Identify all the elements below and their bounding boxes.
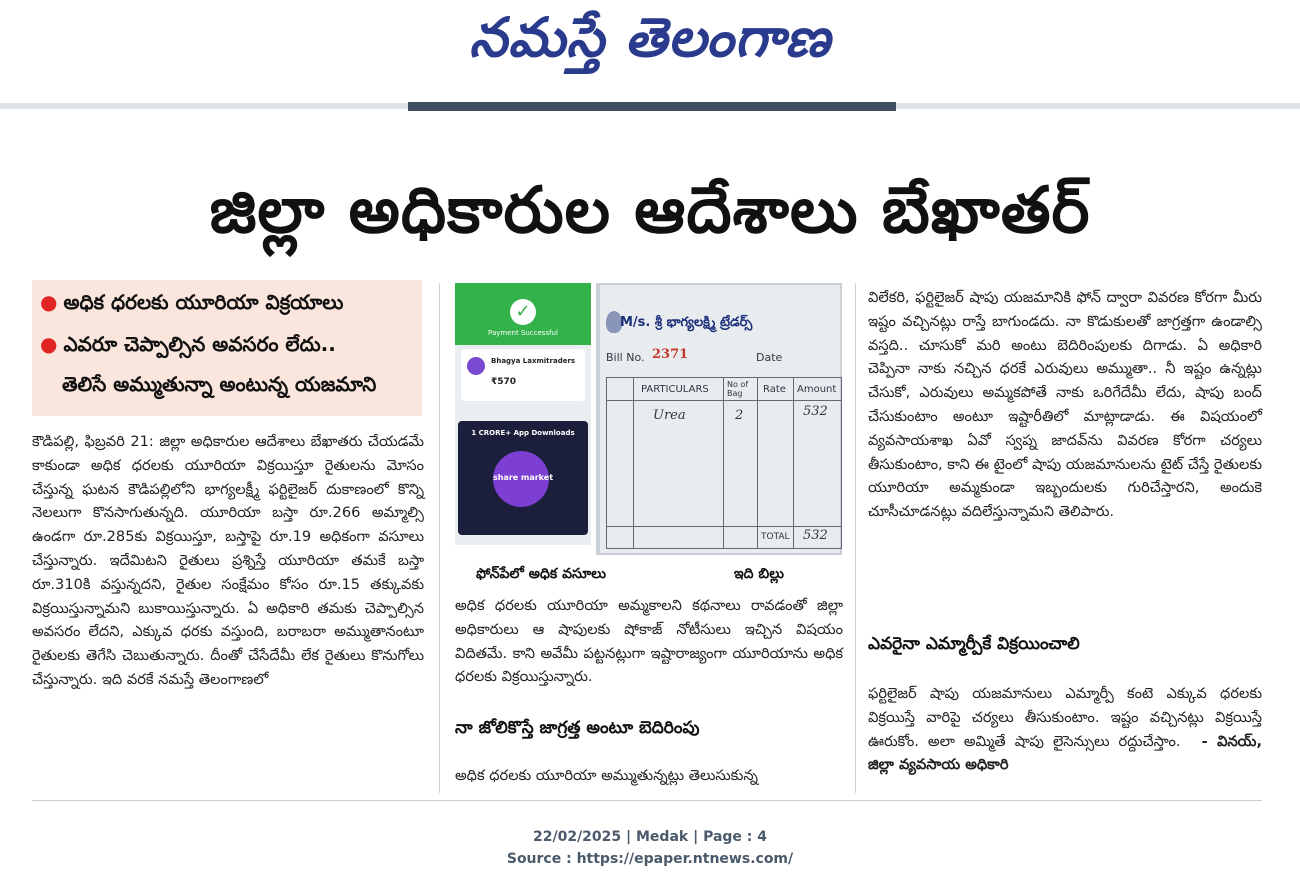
check-icon: ✓ xyxy=(510,299,536,325)
merchant-name: Bhagya Laxmitraders xyxy=(491,357,576,365)
merchant-card xyxy=(461,349,585,401)
avatar xyxy=(467,357,485,375)
subheading-threat: నా జోలికొస్తే జాగ్రత్త అంటూ బెదిరింపు xyxy=(455,718,700,738)
column3-paragraph-2: ఫర్టిలైజర్ షాపు యజమానులు ఎమ్మార్పీ కంటె ఎక్కువ ధరలకు విక్రయిస్తే వారిపై చర్యలు తీసుకుంటాం. ఇష్టం వచ్చినట్లు విక్రయిస్తే ఊరుకోం. అలా అమ్మితే షాపు లైసెన్సులు రద్దుచేస్తాం. - వినయ్, జిల్లా వ్యవసాయ అధికారి xyxy=(868,685,1262,774)
article-headline: జిల్లా అధికారుల ఆదేశాలు బేఖాతర్ xyxy=(209,174,1091,248)
article-column-1: కౌడిపల్లి, ఫిబ్రవరి 21: జిల్లా అధికారుల ఆదేశాలు బేఖాతరు చేయడమే కాకుండా అధిక ధరలకు యూరియా విక్రయిస్తూ రైతులను మోసం చేస్తున్న ఘటన కౌడిపల్లిలోని భాగ్యలక్ష్మీ ఫర్టిలైజర్ దుకాణంలో కొన్ని నెలలుగా కొనసాగుతున్నది. యూరియా బస్తా రూ.266 అమ్మాల్సి ఉండగా రూ.285కు విక్రయిస్తూ, బస్తాపై రూ.19 అధికంగా వసూలు చేస్తున్నారు. ఇదేమిటని రైతులు ప్రశ్నిస్తే యూరియా తమకే బస్తా రూ.310కి వస్తున్నదని, రైతుల సంక్షేమం కోసం రూ.15 తక్కువకు విక్రయిస్తున్నామని బుకాయిస్తున్నారు. ఏ అధికారి తమకు చెప్పాల్సిన అవసరం లేదని, ఎక్కువ ధరకు వస్తుంది, బరాబరా అమ్ముతానంటూ రైతులకు తెగేసి చెబుతున్నారు. దీంతో చేసేదేమీ లేక రైతులు కొనుగోలు చేస్తున్నారు. ఇది వరకే నమస్తే తెలంగాణలో xyxy=(32,433,424,688)
bill-item: Urea xyxy=(653,408,686,423)
promo-text: 1 CRORE+ App Downloads xyxy=(471,429,575,437)
subheading-mrp: ఎవరైనా ఎమ్మార్పీకే విక్రయించాలి xyxy=(868,634,1080,654)
column-divider xyxy=(439,283,440,793)
col-amount: Amount xyxy=(797,384,837,395)
official-byline: - వినయ్, జిల్లా వ్యవసాయ అధికారి xyxy=(868,732,1262,774)
promo-brand: share market xyxy=(492,473,554,482)
source-url[interactable]: Source : https://epaper.ntnews.com/ xyxy=(506,851,794,867)
bill-paper xyxy=(600,285,840,553)
masthead-divider-accent xyxy=(408,102,896,111)
col-bags: No of Bag xyxy=(727,380,749,398)
newspaper-logo: నమస్తే తెలంగాణ xyxy=(469,6,831,69)
highlight-item: ● అధిక ధరలకు యూరియా విక్రయాలు xyxy=(40,290,344,314)
highlights-box xyxy=(32,280,422,416)
article-column-2 xyxy=(455,594,843,689)
column3-paragraph: విలేకరి, ఫర్టిలైజర్ షాపు యజమానికి ఫోన్ ద్వారా వివరణ కోరగా మీరు ఇష్టం వచ్చినట్లు రాస్తే బాగుండదు. నా కొడుకులతో జాగ్రత్తగా ఉండాల్సి వస్తది.. చూసుకో మరి అంటు బెదిరింపులకు దిగాడు. ఏ అధికారి చెప్పినా నాకు నచ్చిన ధరకే ఎరువులు అమ్ముతా.. నీ ఇష్టం ఉన్నట్లు చేసుకో, ఎరువులు అమ్మకపోతే నాకు ఒరిగేదేమీ లేదు, షాపు బంద్ చేసుకుంటాం అంటూ ఇష్టారీతిలో మాట్లాడాడు. ఈ విషయంలో వ్యవసాయశాఖ ఏవో స్వప్న జాదవ్‌ను వివరణ కోరగా చర్యలు తీసుకుంటాం, కాని ఈ టైంలో షాపు యజమానులను టైట్ చేస్తే రైతులకు యూరియా అమ్మకుండా ఇబ్బందులకు గురిచేస్తారని, అందుకె చూసీచూడనట్లు వదిలేస్తున్నామని తెలిపారు. xyxy=(868,289,1262,521)
payment-amount: ₹570 xyxy=(491,377,517,387)
edition-info: 22/02/2025 | Medak | Page : 4 xyxy=(532,829,768,845)
col-particulars: PARTICULARS xyxy=(641,384,709,395)
page-bottom-rule xyxy=(32,800,1262,801)
phonepe-screenshot-photo xyxy=(455,283,591,545)
bill-photo xyxy=(596,283,842,555)
photo-caption-phone: ఫోన్‌పేలో అధిక వసూలు xyxy=(476,566,606,582)
bill-amount: 532 xyxy=(803,404,828,419)
bill-no-label: Bill No. xyxy=(606,351,645,364)
total-label: TOTAL xyxy=(761,532,790,542)
date-label: Date xyxy=(756,351,783,364)
shop-name: M/s. శ్రీ భాగ్యలక్ష్మి ట్రేడర్స్ xyxy=(620,315,753,330)
highlight-item: ● ఎవరూ చెప్పాల్సిన అవసరం లేదు.. xyxy=(40,332,336,356)
total-amount: 532 xyxy=(803,528,828,543)
payment-success-banner xyxy=(455,283,591,345)
promo-banner xyxy=(458,421,588,535)
bullet-icon: ● xyxy=(40,290,58,314)
column2-paragraph-2: అధిక ధరలకు యూరియా అమ్ముతున్నట్లు తెలుసుకున్న xyxy=(455,767,758,784)
payment-status: Payment Successful xyxy=(488,329,558,337)
article-column-3 xyxy=(868,286,1262,524)
bill-qty: 2 xyxy=(735,408,744,423)
bill-table xyxy=(606,377,842,549)
col-rate: Rate xyxy=(763,384,786,395)
bill-number: 2371 xyxy=(652,347,689,362)
masthead xyxy=(0,0,1300,100)
column2-paragraph: అధిక ధరలకు యూరియా అమ్మకాలని కథనాలు రావడంతో జిల్లా అధికారులు ఆ షాపులకు షోకాజ్ నోటీసులు ఇచ్చిన విషయం విదితమే. కాని అవేమీ పట్టనట్లుగా ఇష్టారాజ్యంగా యూరియాను అధిక ధరలకు విక్రయిస్తున్నారు. xyxy=(455,597,843,686)
column-divider xyxy=(855,283,856,793)
photo-caption-bill: ఇది బిల్లు xyxy=(734,566,784,582)
bullet-icon: ● xyxy=(40,332,58,356)
highlight-item: తెలిసే అమ్ముతున్నా అంటున్న యజమాని xyxy=(62,372,377,396)
